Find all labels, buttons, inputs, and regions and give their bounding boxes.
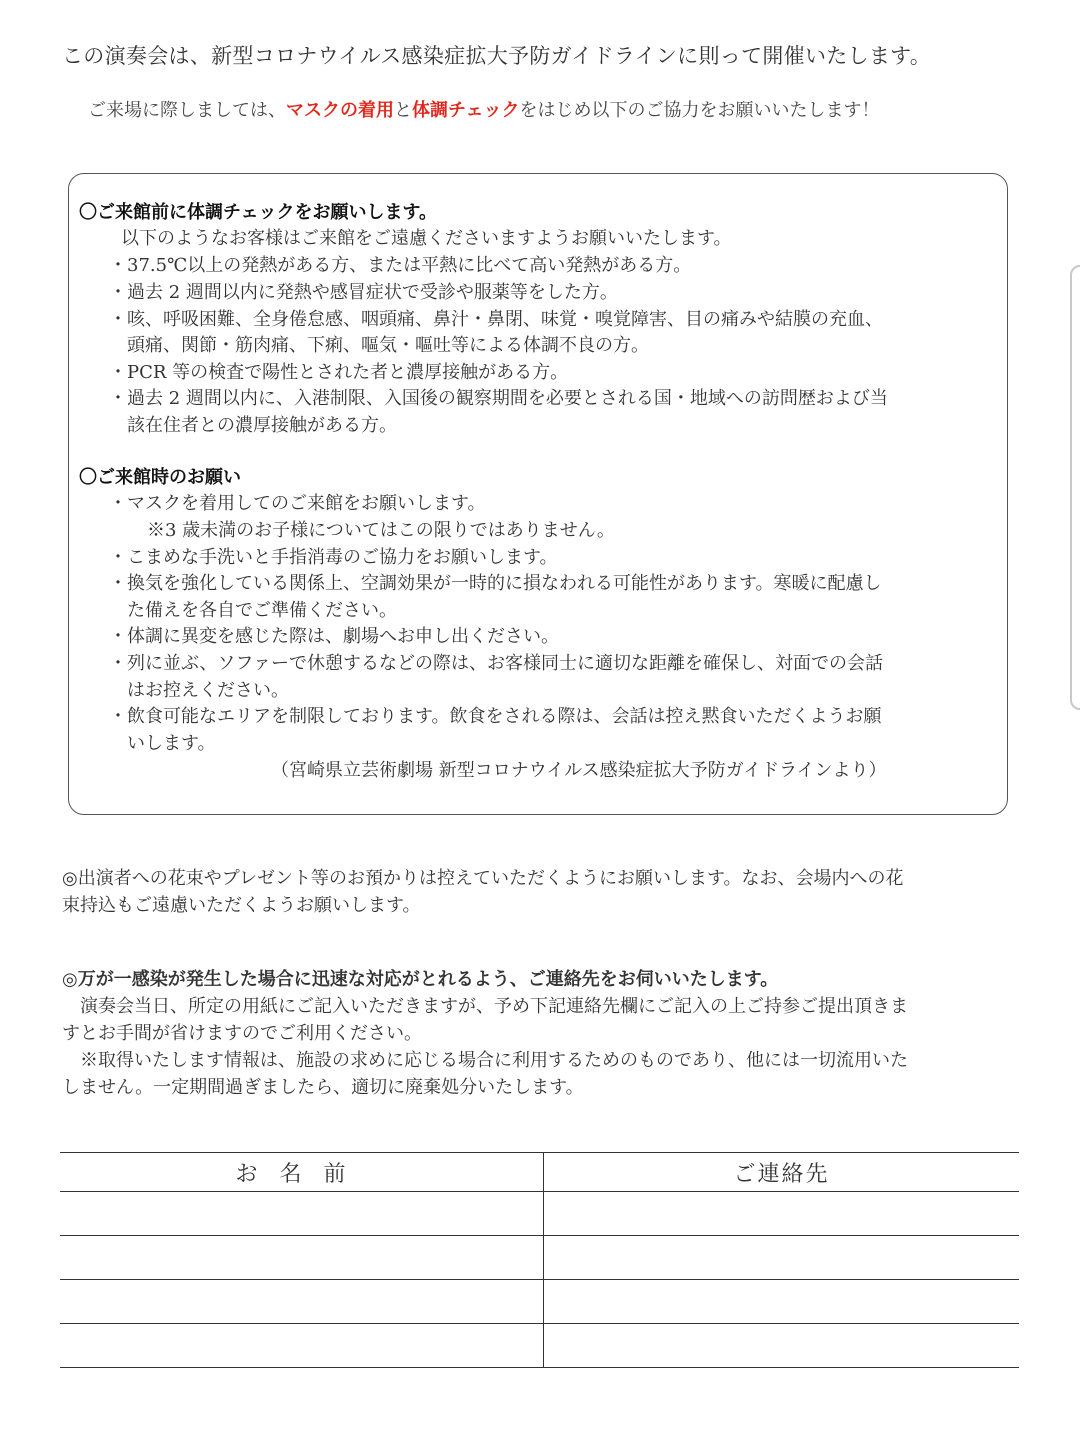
intro-health-check-emphasis: 体調チェック [412,100,520,121]
intro-request-mid: と [394,100,412,121]
section-before-visit-heading: 〇ご来館前に体調チェックをお願いします。 [79,202,438,223]
contact-paragraph2-line1: ※取得いたします情報は、施設の求めに応じる場合に利用するためのものであり、他には一切流用いた [80,1050,908,1071]
list-item-note: ※3 歳未満のお子様についてはこの限りではありません。 [147,520,615,541]
intro-request-post: をはじめ以下のご協力をお願いいたします！ [519,100,880,121]
list-item: ・換気を強化している関係上、空調効果が一時的に損なわれる可能性があります。寒暖に配慮し [109,573,882,594]
contact-section-heading: ◎万が一感染が発生した場合に迅速な対応がとれるよう、ご連絡先をお伺いいたします。 [62,969,779,990]
list-item: ・37.5℃以上の発熱がある方、または平熱に比べて高い発熱がある方。 [109,255,692,276]
table-row [60,1280,1019,1324]
table-row [60,1236,1019,1280]
contact-column-header: ご連絡先 [544,1153,1020,1192]
intro-request-pre: ご来場に際しましては、 [88,100,286,121]
contact-cell[interactable] [544,1192,1020,1236]
flowers-notice-line1: ◎出演者への花束やプレゼント等のお預かりは控えていただくようにお願いします。なお、会場内への花 [62,868,904,889]
name-column-header: お名前 [60,1153,544,1192]
list-item: ・PCR 等の検査で陽性とされた者と濃厚接触がある方。 [109,362,569,383]
section-on-visit-heading: 〇ご来館時のお願い [79,467,241,488]
list-item: ・体調に異変を感じた際は、劇場へお申し出ください。 [109,626,559,647]
table-row [60,1324,1019,1368]
guideline-source: （宮崎県立芸術劇場 新型コロナウイルス感染症拡大予防ガイドラインより） [271,760,887,781]
intro-request-text [88,96,879,122]
list-item: ・マスクを着用してのご来館をお願いします。 [109,493,486,514]
name-cell[interactable] [60,1324,544,1368]
list-item: ・列に並ぶ、ソファーで休憩するなどの際は、お客様同士に適切な距離を確保し、対面での会話 [109,653,883,674]
section-before-visit-lead: 以下のようなお客様はご来館をご遠慮くださいますようお願いいたします。 [121,228,732,249]
contact-cell[interactable] [544,1280,1020,1324]
name-cell[interactable] [60,1236,544,1280]
list-item-continuation: はお控えください。 [127,680,289,701]
contact-paragraph1-line2: すとお手間が省けますのでご利用ください。 [62,1023,422,1044]
table-row [60,1192,1019,1236]
list-item-continuation: いします。 [127,733,216,754]
table-header-row [60,1153,1019,1192]
list-item-continuation: 該在住者との濃厚接触がある方。 [127,415,397,436]
contact-cell[interactable] [544,1324,1020,1368]
scrollbar-handle[interactable] [1070,265,1080,710]
contact-cell[interactable] [544,1236,1020,1280]
list-item: ・過去 2 週間以内に、入港制限、入国後の観察期間を必要とされる国・地域への訪問歴および当 [109,388,888,409]
list-item-continuation: 頭痛、関節・筋肉痛、下痢、嘔気・嘔吐等による体調不良の方。 [127,335,649,356]
name-cell[interactable] [60,1280,544,1324]
contact-form-table [60,1152,1019,1368]
list-item: ・咳、呼吸困難、全身倦怠感、咽頭痛、鼻汁・鼻閉、味覚・嗅覚障害、目の痛みや結膜の充血、 [109,309,883,330]
contact-paragraph1-line1: 演奏会当日、所定の用紙にご記入いただきますが、予め下記連絡先欄にご記入の上ご持参ご提出頂きま [80,996,908,1017]
list-item: ・こまめな手洗いと手指消毒のご協力をお願いします。 [109,547,558,568]
list-item: ・飲食可能なエリアを制限しております。飲食をされる際は、会話は控え黙食いただくようお願 [109,706,882,727]
list-item: ・過去 2 週間以内に発熱や感冒症状で受診や服薬等をした方。 [109,282,618,303]
contact-paragraph2-line2: しません。一定期間過ぎましたら、適切に廃棄処分いたします。 [62,1077,584,1098]
flowers-notice-line2: 束持込もご遠慮いただくようお願いします。 [62,895,421,916]
intro-mask-emphasis: マスクの着用 [286,100,394,121]
guideline-box [68,173,1008,815]
list-item-continuation: た備えを各自でご準備ください。 [127,600,397,621]
name-cell[interactable] [60,1192,544,1236]
intro-guideline-text: この演奏会は、新型コロナウイルス感染症拡大予防ガイドラインに則って開催いたします。 [62,44,932,68]
